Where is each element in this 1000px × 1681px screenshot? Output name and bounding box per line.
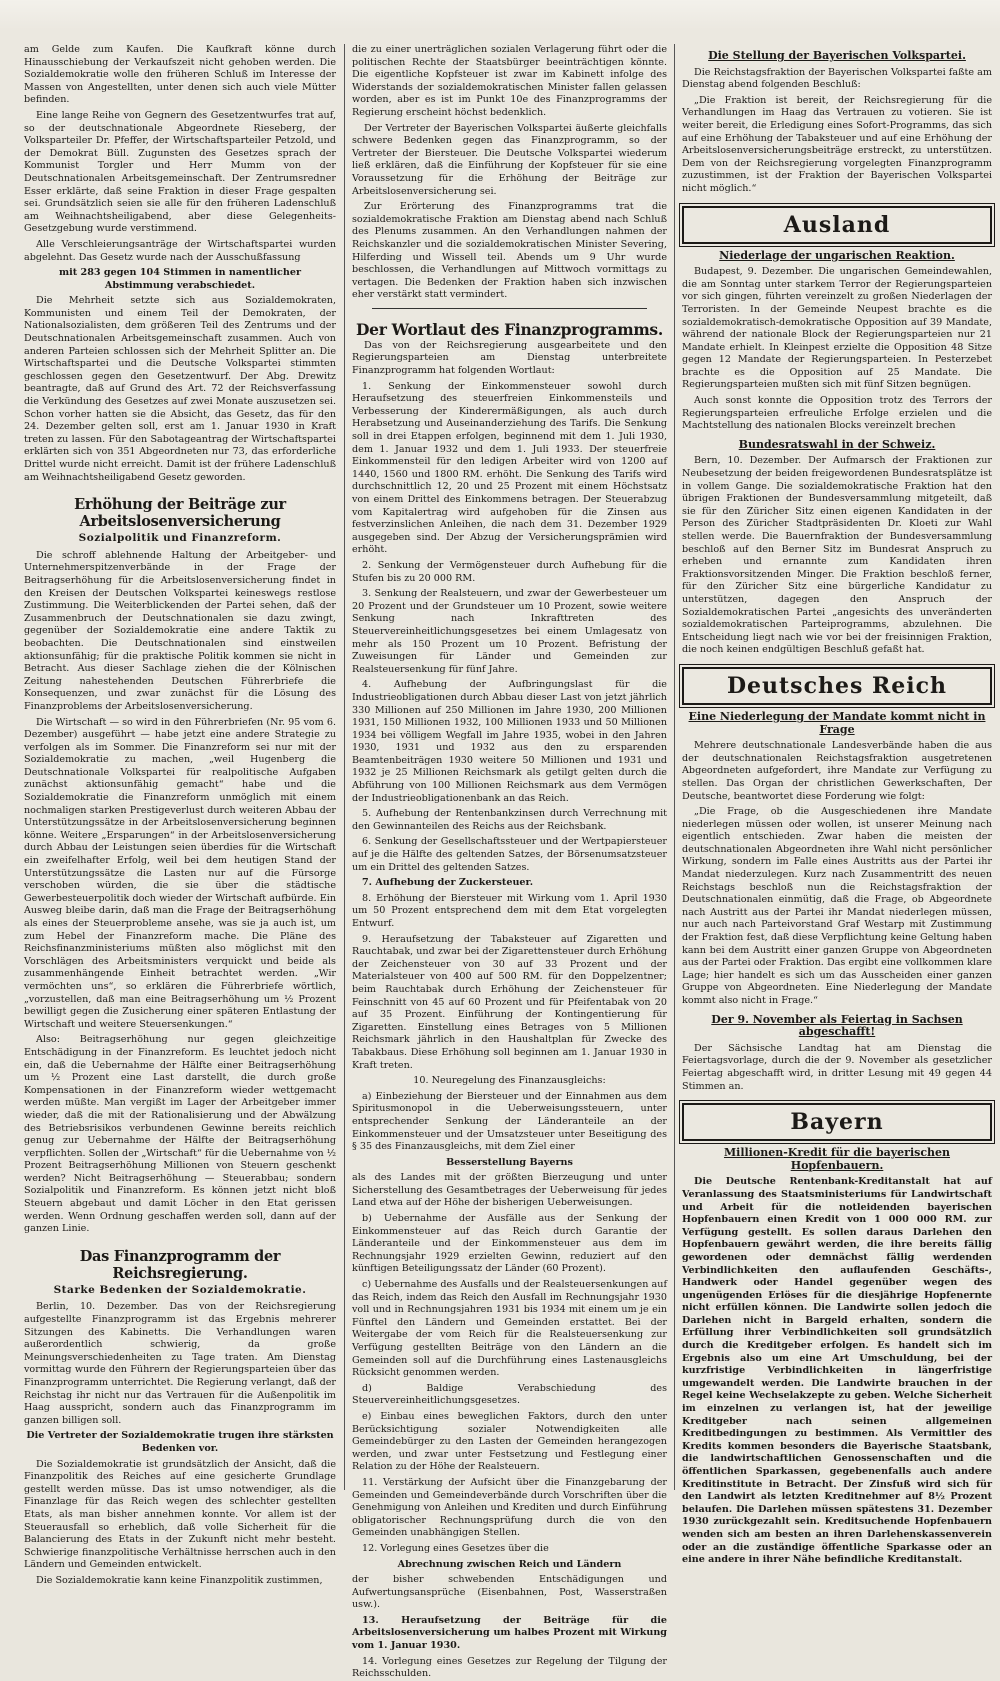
program-item: b) Uebernahme der Ausfälle aus der Senkung der Einkommensteuer auf das Reich durch Garantie der Länderanteile und der Einkommensteuer aus dem im Rechnungsjahr 1929 erzielten Gewinn, reduziert auf den künftigen Beteiligungssatz der Länder (60 Prozent). xyxy=(352,1213,667,1275)
program-item: 14. Vorlegung eines Gesetzes zur Regelung der Tilgung der Reichsschulden. xyxy=(352,1655,667,1680)
program-item: 4. Aufhebung der Aufbringungslast für die Industrieobligationen durch Abbau dieser Last von jetzt jährlich 330 Millionen auf 250 Millionen im Jahre 1930, 200 Millionen 1931, 150 Millionen 1932, 100 Millionen 1933 und 50 Millionen 1934 bei völligem Wegfall im Jahre 1935, wobei in den Jahren 1930, 1931 und 1932 aus den zu ersparenden Beamtenbeiträgen 1930 weitere 50 Millionen und 1931 und 1932 je 25 Millionen Reichsmark als getilgt gelten durch die Abführung von 100 Millionen Reichsmark aus dem Vermögen der Industrieobligationenbank an das Reich. xyxy=(352,679,667,804)
program-item: 12. Vorlegung eines Gesetzes über die xyxy=(362,1542,549,1554)
paragraph: Die Sozialdemokratie kann keine Finanzpolitik zustimmen, xyxy=(36,1574,323,1586)
program-item: 2. Senkung der Vermögensteuer durch Aufhebung für die Stufen bis zu 20 000 RM. xyxy=(352,559,667,584)
column-1 xyxy=(24,44,336,1586)
program-item: der bisher schwebenden Entschädigungen und Aufwertungsansprüche (Eisenbahnen, Post, Wasserstraßen usw.). xyxy=(352,1574,667,1611)
page-top-margin xyxy=(0,0,1000,30)
article-headline: Niederlage der ungarischen Reaktion. xyxy=(719,248,955,262)
article-subheadline: Starke Bedenken der Sozialdemokratie. xyxy=(53,1283,307,1296)
paragraph: Die Mehrheit setzte sich aus Sozialdemokraten, Kommunisten und einem Teil der Demokraten, der Nationalsozialisten, dem größeren Teil des Zentrums und der Deutschnationalen Arbeitsgemeinschaft zusammen. Auch von anderen Parteien schlossen sich der Mehrheit Splitter an. Die Wirtschaftspartei und die Deutsche Volkspartei stimmten geschlossen gegen den Gesetzentwurf. Der Abg. Drewitz beantragte, daß auf Grund des Art. 72 der Reichsverfassung die Verkündung des Gesetzes auf zwei Monate auszusetzen sei. Schon vorher hatten sie die Absicht, das Gesetz, das für den 24. Dezember gelten soll, erst am 1. Januar 1930 in Kraft treten zu lassen. Für den Sabotageantrag der Wirtschaftspartei erklärten sich von 351 Abgeordneten nur 73, das erforderliche Drittel wurde nicht erreicht. Damit ist der frühere Ladenschluß am Weihnachtsheiligabend Gesetz geworden. xyxy=(24,295,336,483)
paragraph: Die Reichstagsfraktion der Bayerischen Volkspartei faßte am Dienstag abend folgenden Beschluß: xyxy=(682,66,992,91)
paragraph: Bern, 10. Dezember. Der Aufmarsch der Fraktionen zur Neubesetzung der beiden freigewordenen Bundesratsplätze ist in vollem Gange. Die sozialdemokratische Fraktion hat den übrigen Fraktionen der Bundesversammlung mitgeteilt, daß sie für den Züricher Sitz einen eigenen Kandidaten in der Person des Züricher Stadtpräsidenten Dr. Kloeti zur Wahl stellen werde. Die Bauernfraktion der Bundesversammlung beschloß auf den Berner Sitz im Bundesrat Anspruch zu erheben und ernannte zum Kandidaten ihren Fraktionsvorsitzenden Minger. Die Fraktion beschloß ferner, für den Züricher Sitz eine bürgerliche Kandidatur zu unterstützen, dagegen den Anspruch der Sozialdemokratischen Partei „angesichts des unveränderten sozialdemokratischen Parteiprogramms, abzulehnen. Die Entscheidung liegt nach wie vor bei der freisinnigen Fraktion, die noch keinen endgültigen Beschluß gefaßt hat. xyxy=(682,455,992,656)
column-2 xyxy=(352,44,667,1680)
program-item: 5. Aufhebung der Rentenbankzinsen durch Verrechnung mit den Gewinnanteilen des Reichs aus der Reichsbank. xyxy=(352,808,667,832)
program-item: 10. Neuregelung des Finanzausgleichs: xyxy=(413,1075,606,1087)
paragraph: Budapest, 9. Dezember. Die ungarischen Gemeindewahlen, die am Sonntag unter starkem Terror der Regierungsparteien vor sich gingen, führten vereinzelt zu großen Niederlagen der Terroristen. In der Gemeinde Neupest brachte es die sozialdemokratisch-demokratische Opposition auf 39 Mandate, während der nationale Block der Regierungsparteien nur 21 Mandate erhielt. In Kleinpest erzielte die Opposition 48 Sitze gegen 12 Mandate der Regierungsparteien. In Pesterzebet brachte es die Opposition auf 25 Mandate. Die Regierungsparteien mußten sich mit fünf Sitzen begnügen. xyxy=(682,266,992,391)
article-headline: Die Stellung der Bayerischen Volkspartei. xyxy=(708,49,966,62)
paragraph: Alle Verschleierungsanträge der Wirtschaftspartei wurden abgelehnt. Das Gesetz wurde nach der Ausschußfassung xyxy=(24,238,336,263)
paragraph: Der Vertreter der Bayerischen Volkspartei äußerte gleichfalls schwere Bedenken gegen das Finanzprogramm, so der Vertreter der Biersteuer. Die Deutsche Volkspartei wiederum ließ erklären, daß die Einführung der Kopfsteuer für sie eine Voraussetzung für die Erhöhung der Beiträge zur Arbeitslosenversicherung sei. xyxy=(352,122,667,197)
paragraph: Also: Beitragserhöhung nur gegen gleichzeitige Entschädigung in der Finanzreform. Es leuchtet jedoch nicht ein, daß die Uebernahme der Hälfte einer Beitragserhöhung um ½ Prozent eine Last darstellt, die durch große Kompensationen in der Finanzreform wieder wettgemacht werden müßte. Man vergißt im Lager der Arbeitgeber immer wieder, daß die mit der Rationalisierung und der Abwälzung des Betriebsrisikos verbundenen Gewinne bereits reichlich genug zur Uebernahme der Hälfte der Beitragserhöhung verpflichten. Sollen der „Wirtschaft“ für die Uebernahme von ½ Prozent Beitragserhöhung Millionen von Steuern geschenkt werden? Nicht Beitragserhöhung — Steuerabbau; sondern Sozialpolitik und Finanzreform. Es können jetzt nicht bloß Steuern abgebaut und damit Löcher in den Etat gerissen werden. Wenn Ordnung geschaffen werden soll, dann auf der ganzen Linie. xyxy=(24,1034,336,1235)
program-item: 8. Erhöhung der Biersteuer mit Wirkung vom 1. April 1930 um 50 Prozent entsprechend dem mit dem Etat vorgelegten Entwurf. xyxy=(352,892,667,929)
program-item: 6. Senkung der Gesellschaftssteuer und der Wertpapiersteuer auf je die Hälfte des geltenden Satzes, der Börsenumsatzsteuer um ein Drittel des geltenden Satzes. xyxy=(352,836,667,873)
paragraph: „Die Fraktion ist bereit, der Reichsregierung für die Verhandlungen im Haag das Vertrauen zu votieren. Sie ist weiter bereit, die Erledigung eines Sofort-Programms, das sich auf eine Erhöhung der Tabaksteuer und auf eine Erhöhung der Arbeitslosenversicherungsbeiträge erstreckt, zu unterstützen. Dem von der Reichsregierung vorgelegten Finanzprogramm zuzustimmen, ist der Fraktion der Bayerischen Volkspartei nicht möglich.“ xyxy=(682,94,992,194)
column-divider xyxy=(674,44,675,1490)
section-box-deutsches-reich: Deutsches Reich xyxy=(682,667,992,705)
program-item: 9. Heraufsetzung der Tabaksteuer auf Zigaretten und Rauchtabak, und zwar bei der Zigarettensteuer durch Erhöhung der Zeichensteuer von 30 auf 33 Prozent und der Materialsteuer von 400 auf 500 RM. für den Doppelzentner; beim Rauchtabak durch Erhöhung der Zeichensteuer für Feinschnitt von 45 auf 60 Prozent und für Pfeifentabak von 20 auf 35 Prozent. Einführung der Kontingentierung für Zigaretten. Einstellung eines Betrages von 5 Millionen Reichsmark jährlich in den Haushaltplan für Zwecke des Tabakbaus. Diese Erhöhung soll beginnen am 1. Januar 1930 in Kraft treten. xyxy=(352,933,667,1071)
paragraph: Die schroff ablehnende Haltung der Arbeitgeber- und Unternehmerspitzenverbände in der Frage der Beitragserhöhung für die Arbeitslosenversicherung findet in den Kreisen der Deutschen Volkspartei keineswegs restlose Zustimmung. Die Weiterblickenden der Partei sehen, daß der Zusammenbruch der Deutschnationalen sie dazu zwingt, gegenüber der Sozialdemokratie eine andere Taktik zu beobachten. Die Deutschnationalen sind einstweilen aktionsunfähig; für die praktische Politik kommen sie nicht in Betracht. Aus dieser Sachlage ziehen die der Kölnischen Zeitung nahestehenden Deutschen Führerbriefe die Konsequenzen, und zwar zunächst für die Lösung des Finanzproblems der Arbeitslosenversicherung. xyxy=(24,549,336,712)
paragraph: Der Sächsische Landtag hat am Dienstag die Feiertagsvorlage, durch die der 9. November als gesetzlicher Feiertag abgeschafft wird, in dritter Lesung mit 49 gegen 44 Stimmen an. xyxy=(682,1042,992,1092)
paragraph: Zur Erörterung des Finanzprogramms trat die sozialdemokratische Fraktion am Dienstag abend nach Schluß des Plenums zusammen. An den Verhandlungen nahmen der Reichskanzler und die sozialdemokratischen Minister Severing, Hilferding und Wissell teil. Abends um 9 Uhr wurde beschlossen, die Verhandlungen auf Mittwoch vormittags zu vertagen. Die Bedenken der Fraktion haben sich inzwischen eher verstärkt statt vermindert. xyxy=(352,201,667,301)
program-item: 11. Verstärkung der Aufsicht über die Finanzgebarung der Gemeinden und Gemeindeverbände durch Vorschriften über die Genehmigung von Anleihen und Krediten und durch Einführung obligatorischer Rechnungsprüfung durch die von den Gemeinden unabhängigen Stellen. xyxy=(352,1476,667,1539)
program-item: 1. Senkung der Einkommensteuer sowohl durch Heraufsetzung des steuerfreien Einkommensteils und Verbesserung der Kinderermäßigungen, als auch durch Herabsetzung und Auseinanderziehung des Tarifs. Die Senkung soll in drei Etappen erfolgen, beginnend mit dem 1. Juli 1930, dem 1. Januar 1932 und dem 1. Juli 1933. Der steuerfreie Einkommensteil für den ledigen Arbeiter wird von 1200 auf 1440, 1560 und 1800 RM. erhöht. Die Senkung des Tarifs wird durchschnittlich 12, 20 und 25 Prozent mit einem Höchstsatz von einem Drittel des Einkommens betragen. Der Steuerabzug vom Kapitalertrag wird aufgehoben für die Zinsen aus festverzinslichen Anleihen, die nach dem 31. Dezember 1929 ausgegeben sind. Der Abzug der Versicherungsprämien wird erhöht. xyxy=(352,380,667,556)
article-headline: Der 9. November als Feiertag in Sachsen abgeschafft! xyxy=(711,1012,963,1039)
article-subheadline: Sozialpolitik und Finanzreform. xyxy=(78,532,282,545)
article-headline: Erhöhung der Beiträge zur Arbeitslosenversicherung xyxy=(74,496,286,531)
program-subheading: Besserstellung Bayerns xyxy=(446,1156,573,1168)
section-box-bayern: Bayern xyxy=(682,1103,992,1141)
paragraph: Berlin, 10. Dezember. Das von der Reichsregierung aufgestellte Finanzprogramm ist das Ergebnis mehrerer Sitzungen des Kabinetts. Die Verhandlungen waren außerordentlich schwierig, da große Meinungsverschiedenheiten zu Tage traten. Am Dienstag vormittag wurde den Führern der Regierungsparteien über das Finanzprogramm unterrichtet. Die Regierung verlangt, daß der Reichstag ihr nicht nur das Vertrauen für die Außenpolitik im Haag ausspricht, sondern auch das Finanzprogramm im ganzen billigen soll. xyxy=(24,1301,336,1426)
article-headline: Millionen-Kredit für die bayerischen Hopfenbauern. xyxy=(723,1146,951,1172)
paragraph: Die Sozialdemokratie ist grundsätzlich der Ansicht, daß die Finanzpolitik des Reiches auf eine gesicherte Grundlage gestellt werden müsse. Das ist umso notwendiger, als die Finanzlage für das Reich wegen des schlechter gestellten Etats, als man bisher annehmen konnte. Vor allem ist der Steuerausfall so erheblich, daß volle Sicherheit für die Balancierung des Etats in der Zukunft nicht mehr besteht. Schwierige finanzpolitische Verhältnisse herrschen auch in den Ländern und Gemeinden entwickelt. xyxy=(24,1458,336,1571)
paragraph: Das von der Reichsregierung ausgearbeitete und den Regierungsparteien am Dienstag unterbreitete Finanzprogramm hat folgenden Wortlaut: xyxy=(352,339,667,377)
program-item: d) Baldige Verabschiedung des Steuervereinheitlichungsgesetzes. xyxy=(352,1382,667,1407)
article-headline: Das Finanzprogramm der Reichsregierung. xyxy=(79,1247,281,1282)
article-headline: Eine Niederlegung der Mandate kommt nicht in Frage xyxy=(688,709,986,736)
paragraph: Auch sonst konnte die Opposition trotz des Terrors der Regierungsparteien erfreuliche Erfolge erzielen und die Machtstellung des nationalen Blocks vereinzelt brechen xyxy=(682,395,992,432)
paragraph: Mehrere deutschnationale Landesverbände haben die aus der deutschnationalen Reichstagsfraktion ausgetretenen Abgeordneten aufgefordert, ihre Mandate zur Verfügung zu stellen. Das Organ der christlichen Gewerkschaften, Der Deutsche, beantwortet diese Forderung wie folgt: xyxy=(682,740,992,802)
vote-result: mit 283 gegen 104 Stimmen in namentlicher Abstimmung verabschiedet. xyxy=(58,267,302,291)
column-3 xyxy=(682,44,992,1566)
program-item: e) Einbau eines beweglichen Faktors, durch den unter Berücksichtigung sozialer Notwendigkeiten alle Gemeindebürger zu den Lasten der Gemeinden herangezogen werden, und zwar unter Festsetzung und Festlegung einer Relation zu der Höhe der Realsteuern. xyxy=(352,1410,667,1473)
program-item: 13. Heraufsetzung der Beiträge für die Arbeitslosenversicherung um halbes Prozent mit Wirkung vom 1. Januar 1930. xyxy=(352,1614,667,1652)
article-headline: Der Wortlaut des Finanzprogramms. xyxy=(356,319,663,339)
program-item: a) Einbeziehung der Biersteuer und der Einnahmen aus dem Spiritusmonopol in die Ueberweisungssteuern, unter entsprechender Senkung der Länderanteile an der Einkommensteuer und der Umsatzsteuer unter Beseitigung des § 35 des Finanzausgleichs, mit dem Ziel einer xyxy=(352,1090,667,1153)
paragraph: Die Wirtschaft — so wird in den Führerbriefen (Nr. 95 vom 6. Dezember) ausgeführt — habe jetzt eine andere Strategie zu verfolgen als im Sommer. Die Finanzreform sei nur mit der Sozialdemokratie zu machen, „weil Hugenberg die Deutschnationale Volkspartei für realpolitische Aufgaben zunächst aktionsunfähig gemacht“ habe und die Sozialdemokratie die Finanzreform unmöglich mit einem nochmaligen starken Prestigeverlust durch weiteren Abbau der Unterstützungssätze in der Arbeitslosenversicherung beginnen könne. Weitere „Ersparungen“ in der Arbeitslosenversicherung durch Abbau der Leistungen seien überdies für die Wirtschaft ein zweifelhafter Erfolg, weil bei dem heutigen Stand der Unterstützungssätze die Lasten nur auf die Fürsorge verschoben würden, die sie über die städtische Gewerbesteuerpolitik doch wieder der Wirtschaft aufbürde. Ein Ausweg bleibe darin, daß man die Frage der Beitragserhöhung als eines der Steuerprobleme ansehe, was sie ja auch ist, um zum Hebel der Finanzreform mache. Die Pläne des Reichsfinanzministeriums müßten also möglichst mit den Vorschlägen des Arbeitsministers verquickt und beide als zusammenhängende Einheit betrachtet werden. „Wir vermöchten uns“, so erklären die Führerbriefe wörtlich, „vorzustellen, daß man eine Beitragserhöhung um ½ Prozent bewilligt gegen die Zusicherung einer späteren Entlastung der Wirtschaft und weitere Steuersenkungen.“ xyxy=(24,716,336,1030)
article-headline: Bundesratswahl in der Schweiz. xyxy=(738,437,936,451)
paragraph: am Gelde zum Kaufen. Die Kaufkraft könne durch Hinausschiebung der Verkaufszeit nicht gehoben werden. Die Sozialdemokratie wolle den früheren Schluß im Interesse der Massen von Angestellten, unter denen sich auch viele Mütter befinden. xyxy=(24,44,336,106)
program-item: als des Landes mit der größten Bierzeugung und unter Sicherstellung des Gesamtbetrages der Ueberweisung für jedes Land etwa auf der Höhe der bisherigen Ueberweisungen. xyxy=(352,1172,667,1209)
divider xyxy=(372,308,647,309)
paragraph: Eine lange Reihe von Gegnern des Gesetzentwurfes trat auf, so der deutschnationale Abgeordnete Rieseberg, der Volksparteiler Dr. Pfeffer, der Wirtschaftsparteiler Petzold, und der Demokrat Büll. Zugunsten des Gesetzes sprach der Kommunist Torgler und Herr Mumm von der Deutschnationalen Arbeitsgemeinschaft. Der Zentrumsredner Esser erklärte, daß seine Fraktion in dieser Frage gespalten sei. Grundsätzlich seien sie alle für den früheren Ladenschluß am Weihnachtsheiligabend, aber diese Gelegenheits-Gesetzgebung wurde verstimmend. xyxy=(24,109,336,235)
section-box-ausland: Ausland xyxy=(682,206,992,244)
paragraph: Die Deutsche Rentenbank-Kreditanstalt hat auf Veranlassung des Staatsministeriums für Landwirtschaft und Arbeit für die notleidenden bayerischen Hopfenbauern einen Kredit von 1 000 000 RM. zur Verfügung gestellt. Es sollen daraus Darlehen den Hopfenbauern gewährt werden, die ihre bereits fällig gewordenen oder demnächst fällig werdenden Verbindlichkeiten den auflaufenden Geschäfts-, Handwerk oder Handel gegenüber wegen des ungenügenden Erlöses für die diesjährige Hopfenernte nicht erfüllen können. Die Landwirte sollen jedoch die Darlehen nicht in Bargeld erhalten, sondern die Erfüllung ihrer Verbindlichkeiten soll grundsätzlich durch die Kreditgeber erfolgen. Es handelt sich im Ergebnis also um eine Art Umschuldung, bei der kurzfristige Verbindlichkeiten in längerfristige umgewandelt werden. Die Landwirte brauchen in der Regel keine Wechselakzepte zu geben. Welche Sicherheit im einzelnen zu verlangen ist, hat der jeweilige Kreditgeber nach seinen allgemeinen Kreditbedingungen zu bestimmen. Als Vermittler des Kredits kommen besonders die Bayerische Staatsbank, die landwirtschaftlichen Genossenschaften und die öffentlichen Sparkassen, gegebenenfalls auch andere Kreditinstitute in Betracht. Der Zinsfuß wird sich für den Landwirt als letzten Kreditnehmer auf 8½ Prozent belaufen. Die Darlehen müssen spätestens 31. Dezember 1930 zurückgezahlt sein. Kreditsuchende Hopfenbauern wenden sich am besten an ihren Darlehenskassenverein oder an die zuständige öffentliche Sparkasse oder an eine andere in ihrer Nähe befindliche Kreditanstalt. xyxy=(682,1176,992,1566)
program-subheading: Abrechnung zwischen Reich und Ländern xyxy=(397,1558,622,1570)
program-item: 7. Aufhebung der Zuckersteuer. xyxy=(362,877,534,889)
paragraph: „Die Frage, ob die Ausgeschiedenen ihre Mandate niederlegen müssen oder wollen, ist unserer Meinung nach eigentlich entschieden. Zwar haben die meisten der deutschnationalen Abgeordneten ihre Wahl nicht persönlicher Wirkung, sondern im Falle eines Austritts aus der Partei ihr Mandat niederzulegen. Kurz nach Zusammentritt des neuen Reichstags beschloß nun die Reichstagsfraktion der Deutschnationalen einmütig, daß die Frage, ob Abgeordnete nach Austritt aus der Partei ihr Mandat niederlegen müssen, nur auch nach Parteivorstand Graf Westarp mit Zustimmung der Fraktion fest, daß diese Verpflichtung keine Geltung haben kann bei dem Austritt einer ganzen Gruppe von Abgeordneten aus der Partei oder Fraktion. Das ergibt eine vollkommen klare Lage; hier handelt es sich um das Ausscheiden einer ganzen Gruppe von Abgeordneten. Eine Niederlegung der Mandate kommt also nicht in Frage.“ xyxy=(682,806,992,1006)
program-item: c) Uebernahme des Ausfalls und der Realsteuersenkungen auf das Reich, indem das Reich den Ausfall im Rechnungsjahr 1930 voll und in Rechnungsjahren 1931 bis 1934 mit einem um je ein Fünftel den Ländern und Gemeinden erstattet. Bei der Weitergabe der vom Reich für die Realsteuersenkung zur Verfügung gestellten Beiträge von den Ländern an die Gemeinden soll auf die Durchführung eines Lastenausgleichs Rücksicht genommen werden. xyxy=(352,1279,667,1379)
section-heading: Die Vertreter der Sozialdemokratie trugen ihre stärksten Bedenken vor. xyxy=(26,1430,334,1454)
program-item: 3. Senkung der Realsteuern, und zwar der Gewerbesteuer um 20 Prozent und der Grundsteuer um 10 Prozent, sowie weitere Senkung nach Inkrafttreten des Steuervereinheitlichungsgesetzes bei einem Umlagesatz von mehr als 150 Prozent um 10 Prozent. Befristung der Zuweisungen für Länder und Gemeinden zur Realsteuersenkung für fünf Jahre. xyxy=(352,588,667,675)
column-divider xyxy=(344,44,345,1490)
paragraph: die zu einer unerträglichen sozialen Verlagerung führt oder die politischen Rechte der Staatsbürger beeinträchtigen könnte. Die eigentliche Kopfsteuer ist zwar im Kabinett infolge des Widerstands der sozialdemokratischen Minister fallen gelassen worden, aber es ist im Punkt 10e des Finanzprogramms der Regierung erscheint höchst bedenklich. xyxy=(352,44,667,118)
